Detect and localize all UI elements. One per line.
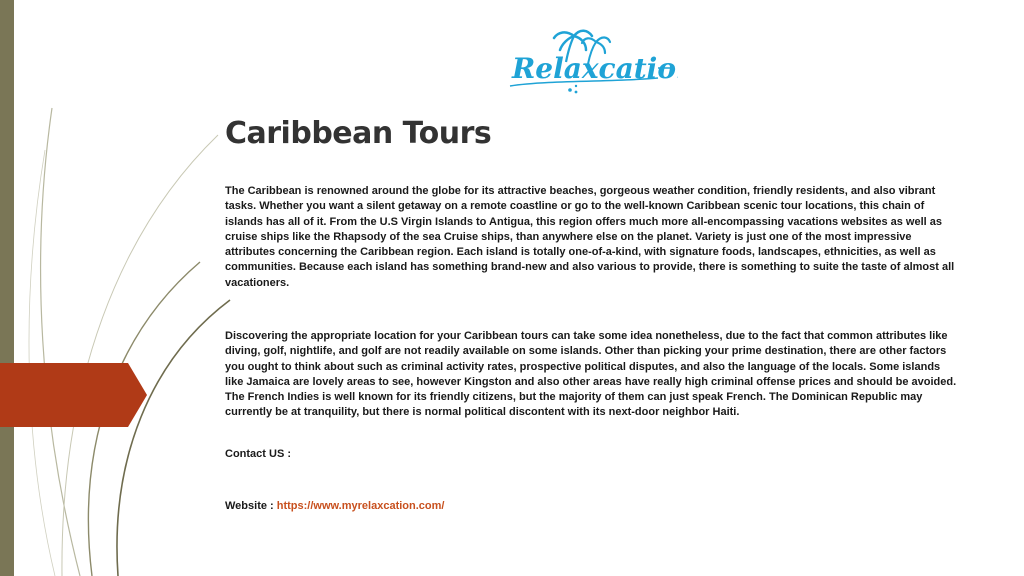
- website-label: Website :: [225, 500, 277, 512]
- red-arrow-shape: [0, 363, 147, 427]
- logo-text: Relaxcation: [512, 52, 678, 85]
- details-paragraph: Discovering the appropriate location for your Caribbean tours can take some idea nonetheless, due to the fact that common attributes like diving, golf, nightlife, and golf are not readily available on some islands. Other than picking your prime destination, there are other factors you ought to think about such as criminal activity rates, prospective political disputes, and also the language of the locals. Some islands like Jamaica are lovely areas to see, however Kingston and also other areas have really high criminal offense prices and should be avoided. The French Indies is well known for its friendly citizens, but the majority of them can just speak French. The Dominican Republic may currently be at tranquility, but there is normal political discontent with its next-door neighbor Haiti.: [225, 330, 957, 419]
- intro-paragraph: The Caribbean is renowned around the globe for its attractive beaches, gorgeous weather condition, friendly residents, and also vibrant tasks. Whether you want a silent getaway on a remote coastline or go to the well-known Caribbean scenic tour locations, this chain of islands has all of it. From the U.S Virgin Islands to Antigua, this region offers much more all-encompassing vacations websites as well as cruise ships like the Rhapsody of the sea Cruise ships, than anywhere else on the planet. Variety is just one of the most impressive attributes concerning the Caribbean region. Each island is totally one-of-a-kind, with signature foods, landscapes, ethnicities, as well as communities. Because each island has something brand-new and also various to provide, there is something to suite the taste of almost all vacationers.: [225, 185, 955, 289]
- palm-tree-icon: [508, 26, 678, 96]
- website-line: [225, 500, 444, 512]
- relaxcation-logo: [508, 26, 678, 96]
- website-link[interactable]: https://www.myrelaxcation.com/: [276, 500, 445, 512]
- page-title: Caribbean Tours: [225, 116, 492, 151]
- contact-label: Contact US :: [225, 448, 291, 460]
- decorative-curves: [0, 0, 260, 576]
